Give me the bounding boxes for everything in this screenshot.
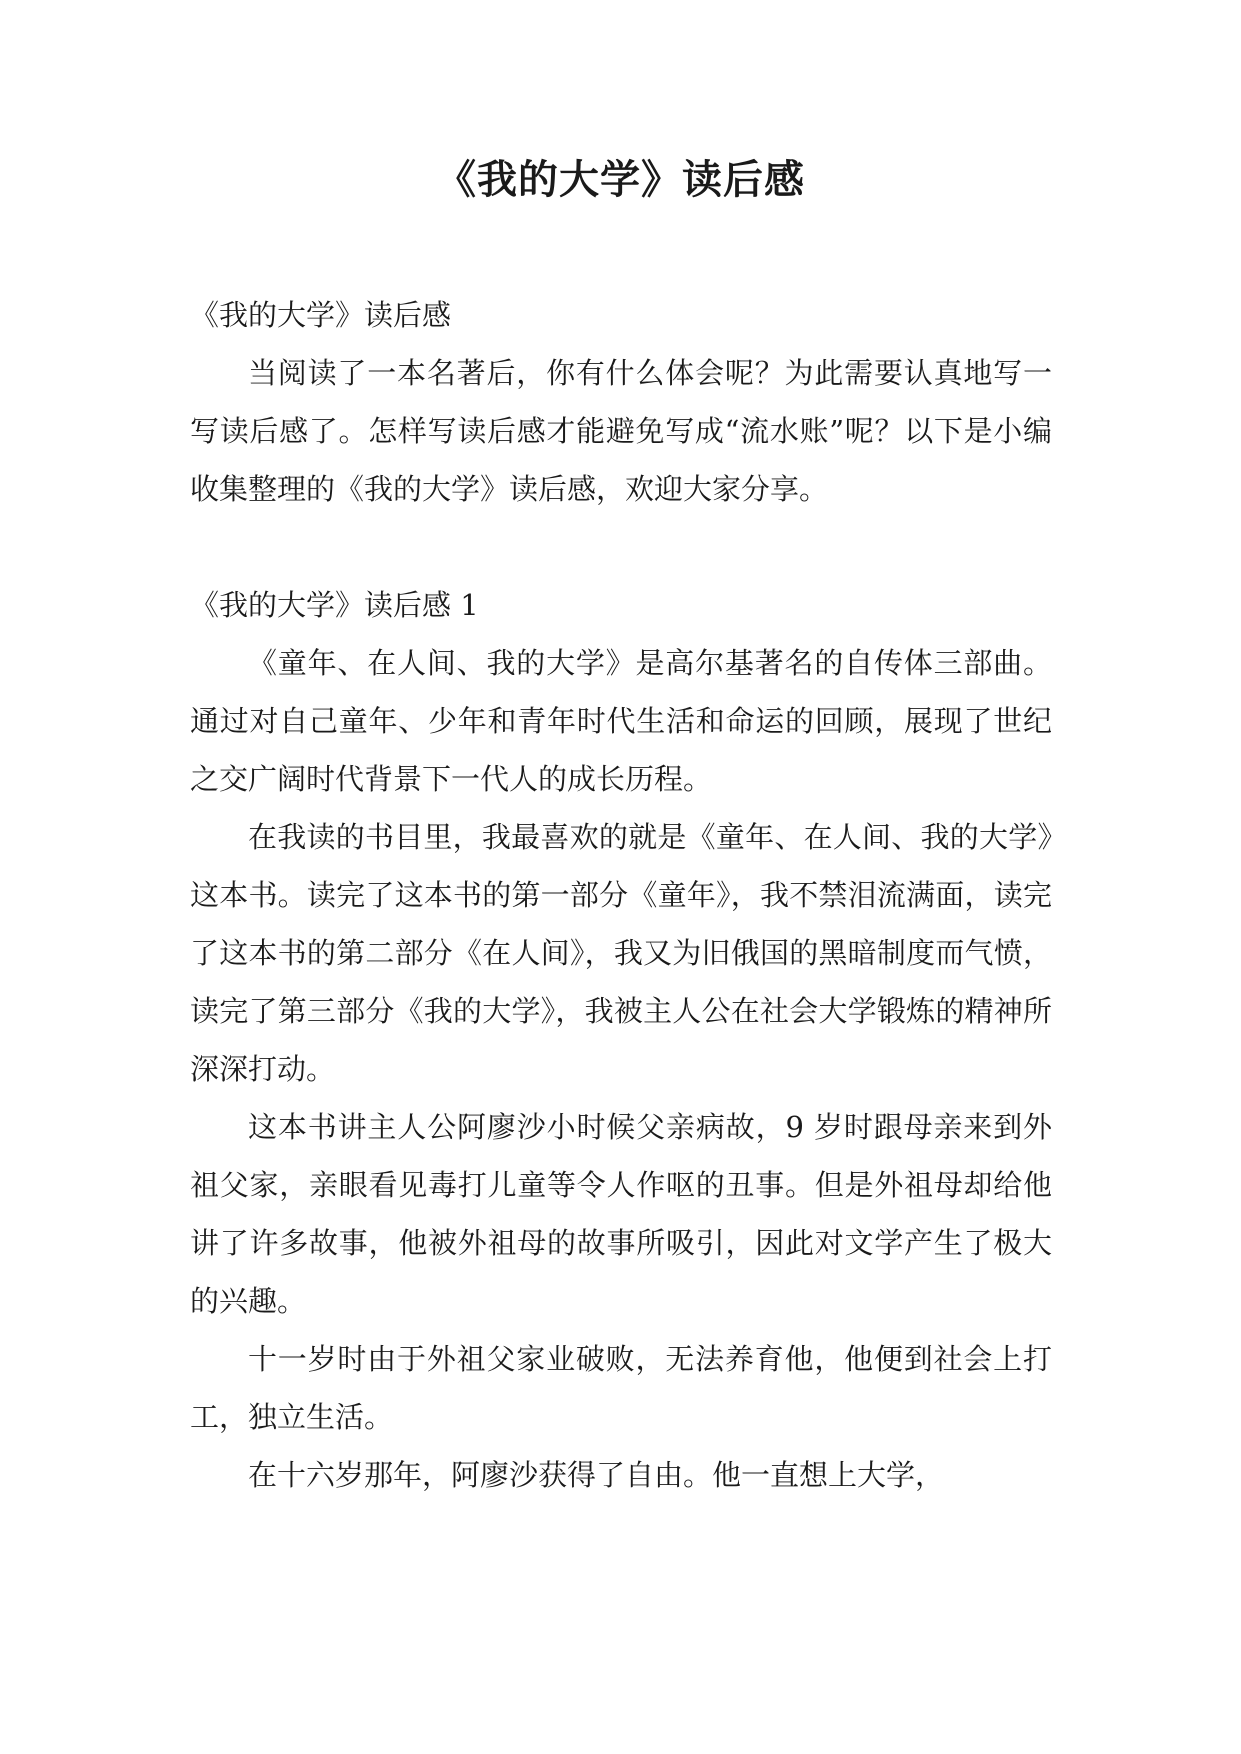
body-paragraph-5: 在十六岁那年，阿廖沙获得了自由。他一直想上大学， xyxy=(248,1458,945,1492)
intro-paragraph: 当阅读了一本名著后，你有什么体会呢？为此需要认真地写一写读后感了。怎样写读后感才能避免写成“流水账”呢？以下是小编收集整理的《我的大学》读后感，欢迎大家分享。 xyxy=(190,356,1052,506)
document-body xyxy=(190,286,1052,1504)
body-paragraph-4: 十一岁时由于外祖父家业破败，无法养育他，他便到社会上打工，独立生活。 xyxy=(190,1342,1052,1434)
body-paragraph-3: 这本书讲主人公阿廖沙小时候父亲病故，9 岁时跟母亲来到外祖父家，亲眼看见毒打儿童等令人作呕的丑事。但是外祖母却给他讲了许多故事，他被外祖母的故事所吸引，因此对文学产生了极大的兴趣。 xyxy=(190,1110,1052,1318)
intro-heading: 《我的大学》读后感 xyxy=(190,298,452,332)
document-title: 《我的大学》读后感 xyxy=(436,156,805,203)
body-paragraph-2: 在我读的书目里，我最喜欢的就是《童年、在人间、我的大学》这本书。读完了这本书的第一部分《童年》，我不禁泪流满面，读完了这本书的第二部分《在人间》，我又为旧俄国的黑暗制度而气愤，读完了第三部分《我的大学》，我被主人公在社会大学锻炼的精神所深深打动。 xyxy=(190,820,1052,1086)
section-heading-1: 《我的大学》读后感 1 xyxy=(190,588,479,622)
body-paragraph-1: 《童年、在人间、我的大学》是高尔基著名的自传体三部曲。通过对自己童年、少年和青年时代生活和命运的回顾，展现了世纪之交广阔时代背景下一代人的成长历程。 xyxy=(190,646,1052,796)
